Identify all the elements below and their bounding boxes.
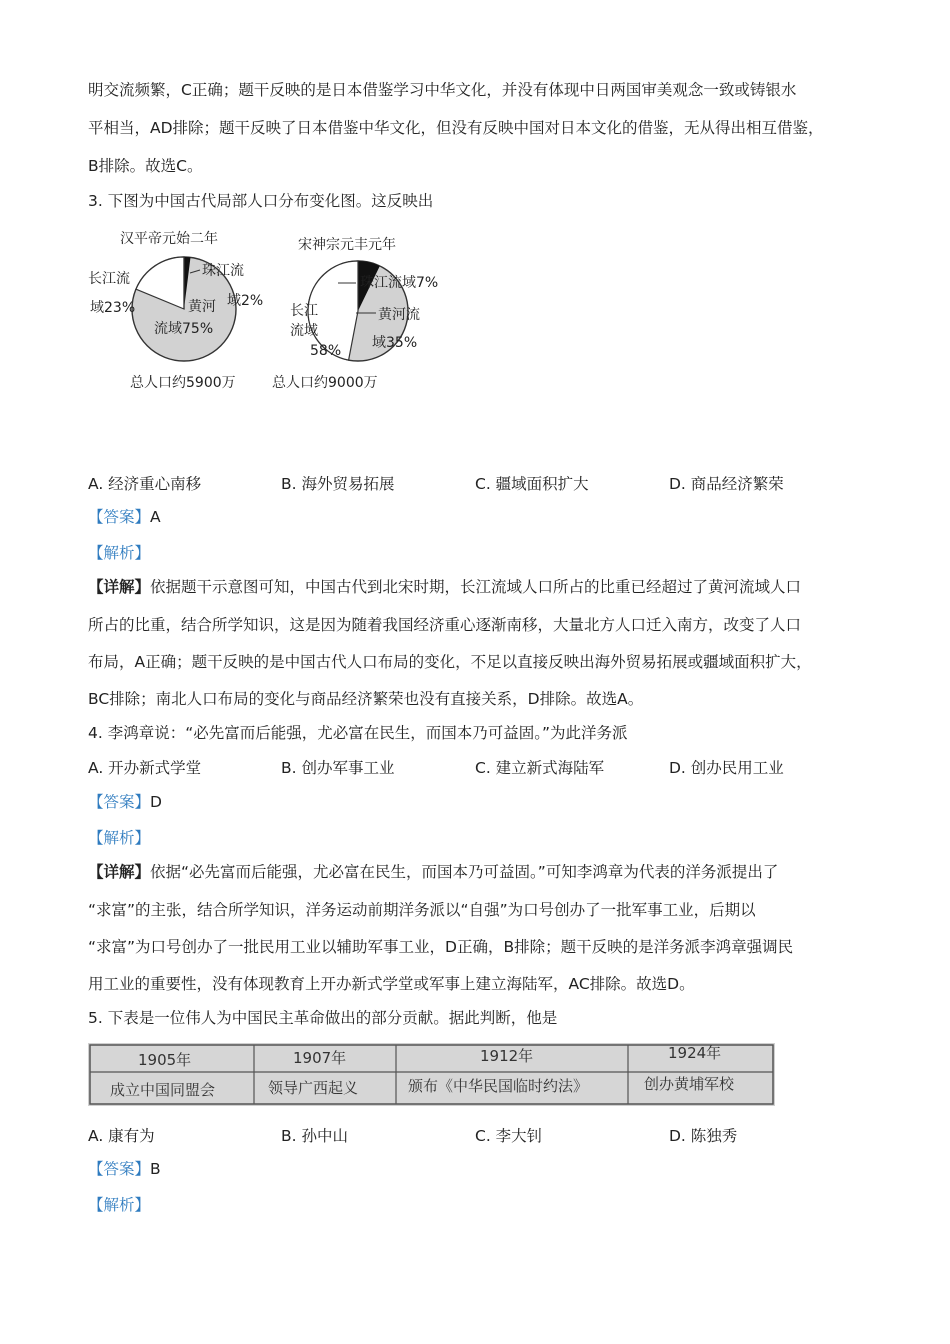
answer-value: B xyxy=(150,1160,161,1178)
option-d[interactable]: D. 创办民用工业 xyxy=(669,759,784,777)
pie-left-label: 长江流 xyxy=(88,271,130,287)
answer-tag: 【答案】 xyxy=(88,508,151,526)
pie-left-label: 流域75% xyxy=(154,321,214,337)
option-c[interactable]: C. 疆域面积扩大 xyxy=(475,475,589,493)
table-year: 1905年 xyxy=(138,1051,192,1069)
pie-right-label: 珠江流域7% xyxy=(360,275,439,291)
table-event: 领导广西起义 xyxy=(268,1079,359,1097)
detail-text: 依据题干示意图可知，中国古代到北宋时期，长江流域人口所占的比重已经超过了黄河流域人口 xyxy=(150,578,802,596)
option-b[interactable]: B. 孙中山 xyxy=(281,1127,348,1145)
option-a[interactable]: A. 康有为 xyxy=(88,1127,155,1145)
detail-text: 依据“必先富而后能强，尤必富在民生，而国本乃可益固。”可知李鸿章为代表的洋务派提出了 xyxy=(150,863,779,881)
pie-left-label: 黄河 xyxy=(188,299,216,315)
pie-right-title: 宋神宗元丰元年 xyxy=(298,237,396,253)
table-grid xyxy=(88,1043,775,1106)
pie-left-title: 汉平帝元始二年 xyxy=(120,231,218,247)
option-c[interactable]: C. 李大钊 xyxy=(475,1127,543,1145)
answer-value: A xyxy=(150,508,161,526)
question-stem: 4. 李鸿章说：“必先富而后能强，尤必富在民生，而国本乃可益固。”为此洋务派 xyxy=(88,724,628,742)
option-a[interactable]: A. 经济重心南移 xyxy=(88,475,202,493)
detail-tag: 【详解】 xyxy=(88,863,151,881)
option-b[interactable]: B. 海外贸易拓展 xyxy=(281,475,395,493)
answer-tag: 【答案】 xyxy=(88,793,151,811)
answer-line xyxy=(88,792,162,812)
pie-left-label: 域23% xyxy=(90,300,136,316)
text-line: 明交流频繁，C正确；题干反映的是日本借鉴学习中华文化，并没有体现中日两国审美观念一致或铸银水 xyxy=(88,81,797,99)
answer-line xyxy=(88,1159,161,1179)
pie-right-total: 总人口约9000万 xyxy=(272,375,378,391)
question-stem: 5. 下表是一位伟人为中国民主革命做出的部分贡献。据此判断，他是 xyxy=(88,1009,558,1027)
answer-value: D xyxy=(150,793,162,811)
pie-right-label: 域35% xyxy=(372,335,418,351)
pie-left-label: 珠江流 xyxy=(202,263,244,279)
answer-line xyxy=(88,507,161,527)
detail-line: 用工业的重要性，没有体现教育上开办新式学堂或军事上建立海陆军，AC排除。故选D。 xyxy=(88,975,695,993)
pie-right-label: 流域 xyxy=(290,323,318,339)
text-line: B排除。故选C。 xyxy=(88,157,203,175)
detail-line: BC排除；南北人口布局的变化与商品经济繁荣也没有直接关系，D排除。故选A。 xyxy=(88,690,644,708)
pie-right-label: 黄河流 xyxy=(378,307,420,323)
detail-line: “求富”为口号创办了一批民用工业以辅助军事工业，D正确，B排除；题干反映的是洋务派李鸿章强调民 xyxy=(88,938,794,956)
table-event: 颁布《中华民国临时约法》 xyxy=(408,1077,589,1095)
detail-line: “求富”的主张，结合所学知识，洋务运动前期洋务派以“自强”为口号创办了一批军事工业，后期以 xyxy=(88,901,756,919)
table-event: 成立中国同盟会 xyxy=(110,1081,216,1099)
contribution-table xyxy=(88,1043,775,1106)
analysis-tag: 【解析】 xyxy=(88,544,151,562)
option-b[interactable]: B. 创办军事工业 xyxy=(281,759,395,777)
pie-right-label: 58% xyxy=(310,343,342,359)
table-year: 1912年 xyxy=(480,1047,534,1065)
pie-right-label: 长江 xyxy=(290,303,318,319)
pie-left-label: 域2% xyxy=(227,293,264,309)
analysis-tag: 【解析】 xyxy=(88,1196,151,1214)
option-d[interactable]: D. 商品经济繁荣 xyxy=(669,475,784,493)
option-d[interactable]: D. 陈独秀 xyxy=(669,1127,738,1145)
detail-line: 所占的比重，结合所学知识，这是因为随着我国经济重心逐渐南移，大量北方人口迁入南方，改变了人口 xyxy=(88,616,802,634)
detail-line xyxy=(88,862,778,882)
option-c[interactable]: C. 建立新式海陆军 xyxy=(475,759,605,777)
table-event: 创办黄埔军校 xyxy=(644,1075,735,1093)
text-line: 平相当，AD排除；题干反映了日本借鉴中华文化，但没有反映中国对日本文化的借鉴，无从得出相互借鉴， xyxy=(88,119,824,137)
detail-tag: 【详解】 xyxy=(88,578,151,596)
pie-left-total: 总人口约5900万 xyxy=(130,375,236,391)
option-a[interactable]: A. 开办新式学堂 xyxy=(88,759,202,777)
detail-line xyxy=(88,577,801,597)
population-pie-charts xyxy=(80,225,460,400)
table-year: 1924年 xyxy=(668,1044,722,1062)
pie-left xyxy=(88,230,263,391)
pie-right xyxy=(272,236,438,391)
answer-tag: 【答案】 xyxy=(88,1160,151,1178)
table-year: 1907年 xyxy=(293,1049,347,1067)
question-stem: 3. 下图为中国古代局部人口分布变化图。这反映出 xyxy=(88,192,434,210)
analysis-tag: 【解析】 xyxy=(88,829,151,847)
detail-line: 布局，A正确；题干反映的是中国古代人口布局的变化，不足以直接反映出海外贸易拓展或疆域面积扩大， xyxy=(88,653,812,671)
